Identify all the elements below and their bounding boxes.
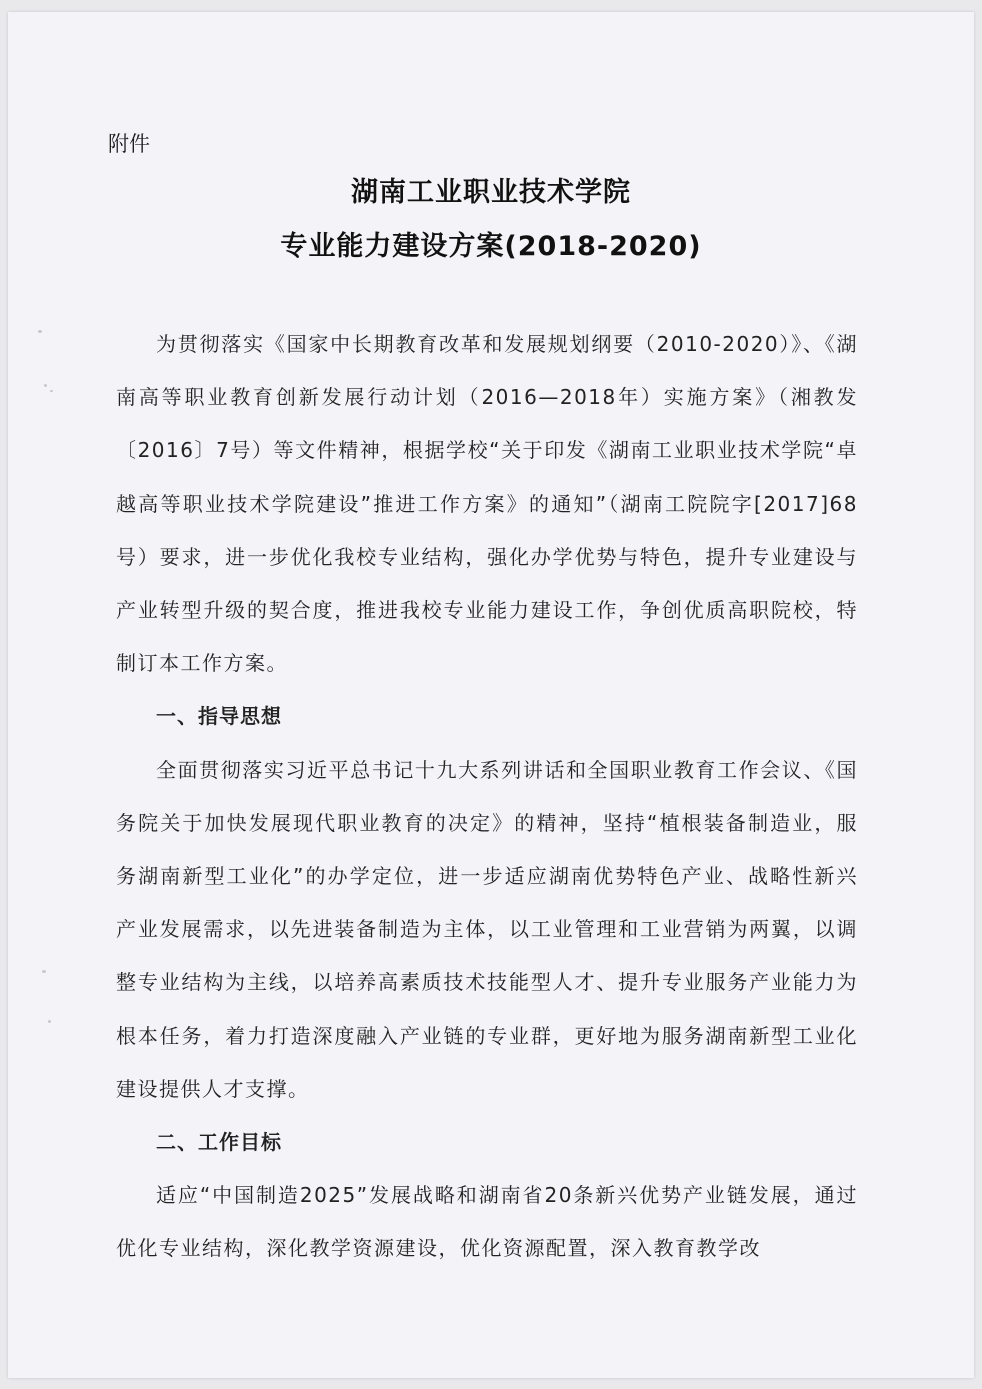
scan-speck: [48, 1020, 51, 1023]
intro-paragraph: 为贯彻落实《国家中长期教育改革和发展规划纲要（2010-2020）》、《湖南高等职业教育创新发展行动计划（2016—2018年）实施方案》（湘教发〔2016〕7号）等文件精神，根据学校“关于印发《湖南工业职业技术学院“卓越高等职业技术学院建设”推进工作方案》的通知”（湖南工院院字[2017]68号）要求，进一步优化我校专业结构，强化办学优势与特色，提升专业建设与产业转型升级的契合度，推进我校专业能力建设工作，争创优质高职院校，特制订本工作方案。: [116, 332, 858, 676]
section-heading-work-goals: 二、工作目标: [156, 1130, 282, 1155]
scan-speck: [38, 330, 42, 333]
scan-speck: [42, 970, 46, 973]
document-title-line-1: 湖南工业职业技术学院: [351, 177, 631, 208]
guiding-ideology-paragraph: 全面贯彻落实习近平总书记十九大系列讲话和全国职业教育工作会议、《国务院关于加快发展现代职业教育的决定》的精神，坚持“植根装备制造业，服务湖南新型工业化”的办学定位，进一步适应湖南优势特色产业、战略性新兴产业发展需求，以先进装备制造为主体，以工业管理和工业营销为两翼，以调整专业结构为主线，以培养高素质技术技能型人才、提升专业服务产业能力为根本任务，着力打造深度融入产业链的专业群，更好地为服务湖南新型工业化建设提供人才支撑。: [116, 757, 858, 1101]
section-heading-guiding-ideology: 一、指导思想: [156, 704, 282, 729]
attachment-label: 附件: [108, 132, 150, 156]
scan-speck: [50, 390, 53, 392]
document-body: [116, 318, 858, 1276]
document-page: [8, 12, 974, 1378]
scan-speck: [44, 384, 47, 387]
work-goals-paragraph: 适应“中国制造2025”发展战略和湖南省20条新兴优势产业链发展，通过优化专业结构，深化教学资源建设，优化资源配置，深入教育教学改: [116, 1183, 858, 1261]
document-title-line-2: 专业能力建设方案(2018-2020): [280, 231, 702, 262]
